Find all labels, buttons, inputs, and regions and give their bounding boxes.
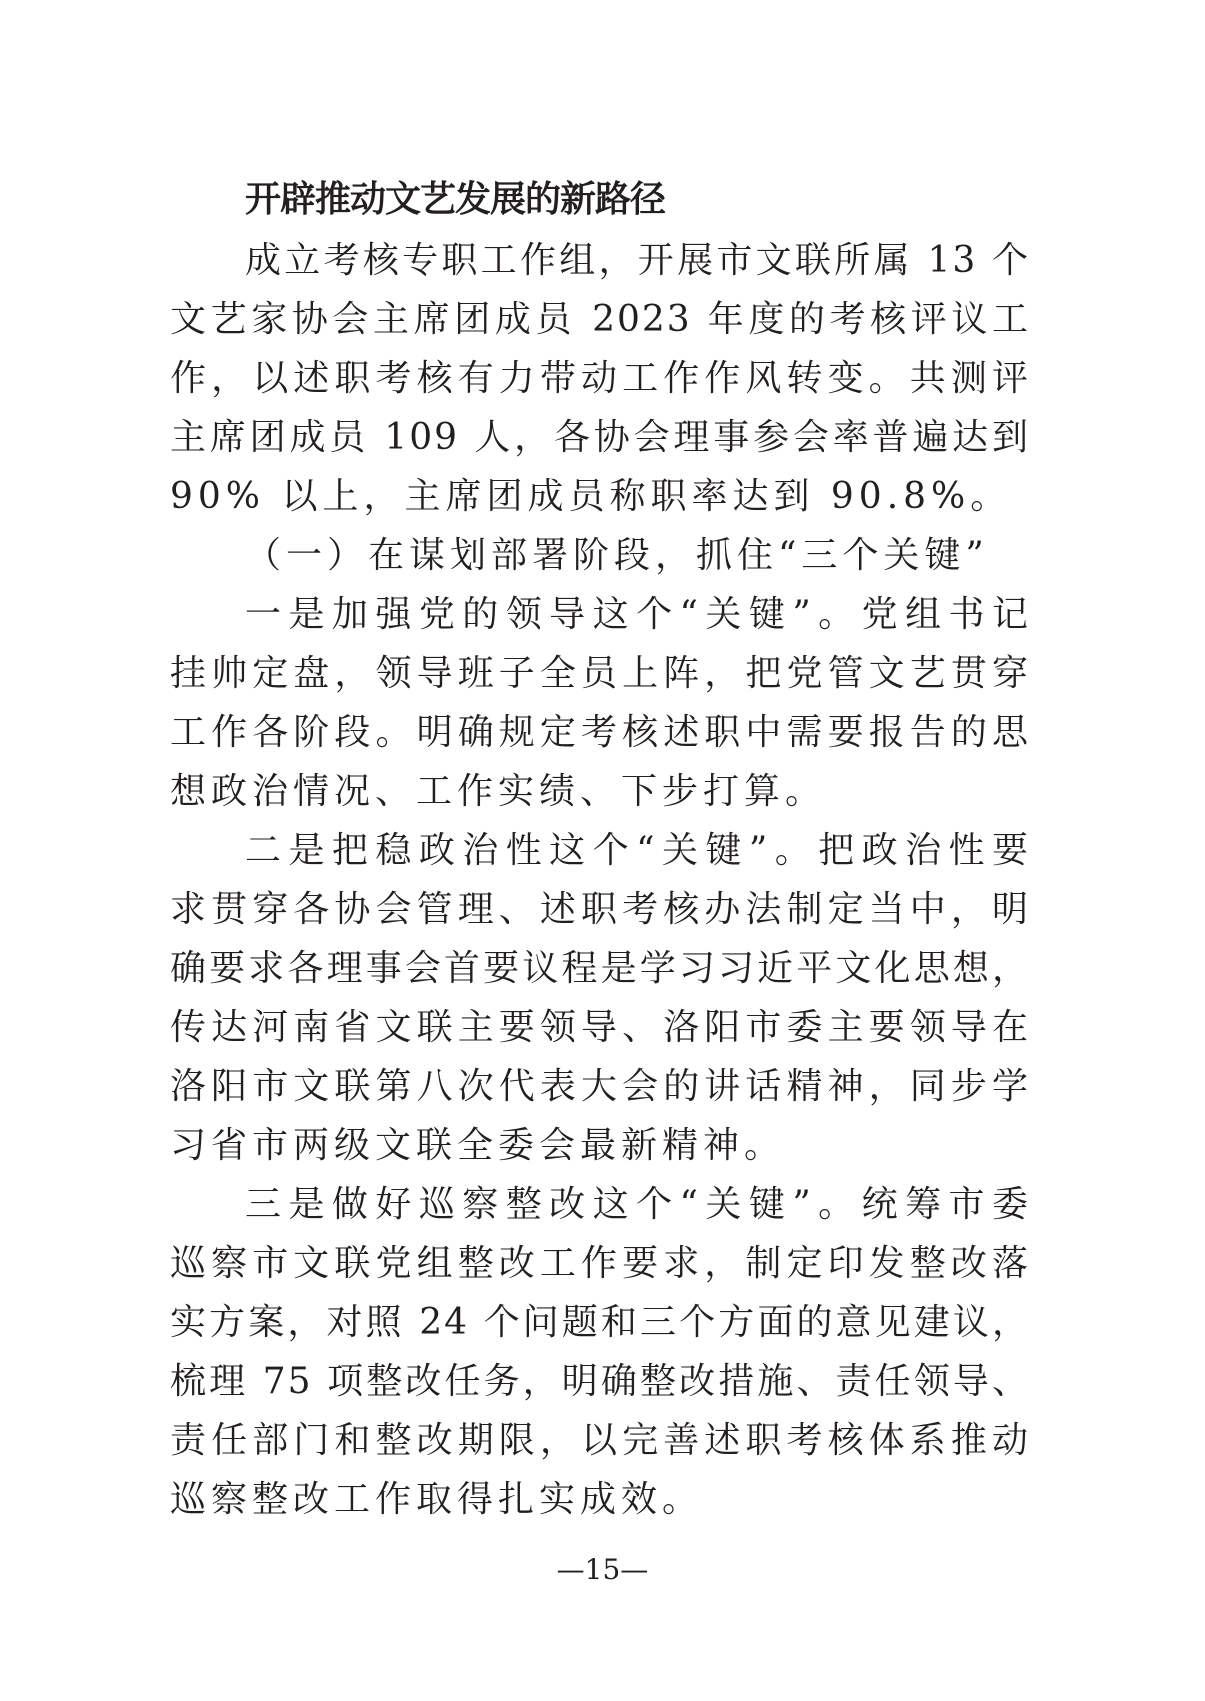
text-line: 习省市两级文联全委会最新精神。 (170, 1125, 786, 1166)
paragraph (170, 1175, 1030, 1529)
text-line: 想政治情况、工作实绩、下步打算。 (170, 771, 827, 812)
text-line: 责任部门和整改期限，以完善述职考核体系推动 (170, 1420, 1030, 1461)
text-line: 二是把稳政治性这个“关键”。把政治性要 (245, 830, 1030, 871)
text-line: 90% 以上，主席团成员称职率达到 90.8%。 (170, 476, 1012, 517)
subheading (170, 526, 1030, 585)
text-line: 巡察市文联党组整改工作要求，制定印发整改落 (170, 1243, 1030, 1284)
paragraph (170, 585, 1030, 821)
text-line: 挂帅定盘，领导班子全员上阵，把党管文艺贯穿 (170, 653, 1030, 694)
text-line: （一）在谋划部署阶段，抓住“三个关键” (245, 535, 989, 576)
text-line: 求贯穿各协会管理、述职考核办法制定当中，明 (170, 889, 1030, 930)
text-line: 文艺家协会主席团成员 2023 年度的考核评议工 (170, 299, 1030, 340)
text-line: 洛阳市文联第八次代表大会的讲话精神，同步学 (170, 1066, 1030, 1107)
text-line: 梳理 75 项整改任务，明确整改措施、责任领导、 (170, 1361, 1030, 1402)
text-line: 确要求各理事会首要议程是学习习近平文化思想， (170, 948, 1030, 989)
page-number: —15— (556, 1553, 649, 1586)
text-line: 巡察整改工作取得扎实成效。 (170, 1479, 704, 1520)
text-line: 工作各阶段。明确规定考核述职中需要报告的思 (170, 712, 1030, 753)
text-line: 主席团成员 109 人，各协会理事参会率普遍达到 (170, 417, 1030, 458)
paragraph (170, 821, 1030, 1175)
paragraph (170, 231, 1030, 526)
text-line: 传达河南省文联主要领导、洛阳市委主要领导在 (170, 1007, 1030, 1048)
section-title: 开辟推动文艺发展的新路径 (245, 179, 666, 220)
text-line: 实方案，对照 24 个问题和三个方面的意见建议， (170, 1302, 1030, 1343)
document-body (170, 231, 1030, 1529)
text-line: 一是加强党的领导这个“关键”。党组书记 (245, 594, 1030, 635)
text-line: 作，以述职考核有力带动工作作风转变。共测评 (170, 358, 1030, 399)
text-line: 三是做好巡察整改这个“关键”。统筹市委 (245, 1184, 1030, 1225)
text-line: 成立考核专职工作组，开展市文联所属 13 个 (245, 240, 1030, 281)
